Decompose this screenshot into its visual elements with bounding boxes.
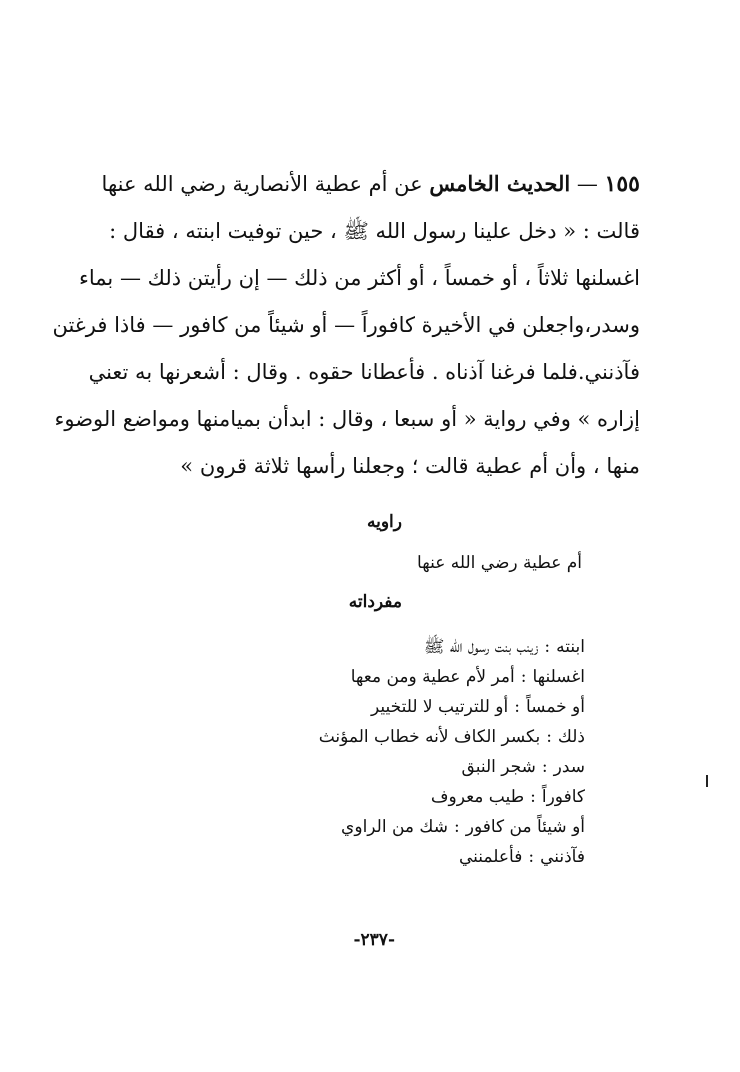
hadith-text xyxy=(52,160,640,490)
vocab-meaning: طيب معروف xyxy=(430,787,525,807)
vocab-term: أو شيئاً من كافور xyxy=(465,817,585,837)
vocabulary-list xyxy=(319,632,585,872)
hadith-line-text: عن أم عطية الأنصارية رضي الله عنها xyxy=(101,172,423,196)
vocab-meaning: أو للترتيب لا للتخيير xyxy=(370,697,509,717)
hadith-line-1 xyxy=(101,160,640,208)
vocab-meaning: شك من الراوي xyxy=(341,817,448,837)
hadith-heading: الحديث الخامس xyxy=(429,171,571,196)
vocab-meaning: زينب بنت رسول الله ﷺ xyxy=(423,637,539,657)
vocab-term: كافوراً xyxy=(541,787,585,807)
vocab-row: أو شيئاً من كافور:شك من الراوي xyxy=(341,817,585,837)
hadith-line-5: فآذنني.فلما فرغنا آذناه . فأعطانا حقوه . وقال : أشعرنها به تعني xyxy=(88,360,640,384)
vocab-meaning: بكسر الكاف لأنه خطاب المؤنث xyxy=(318,727,541,747)
page-number: -٢٣٧- xyxy=(353,930,395,950)
vocab-term: اغسلنها xyxy=(532,667,585,687)
vocab-row: سدر:شجر النبق xyxy=(461,757,585,777)
vocab-term: سدر xyxy=(553,757,585,777)
vocab-term: فآذنني xyxy=(540,847,585,867)
vocab-row: ابنته:زينب بنت رسول الله ﷺ xyxy=(423,637,585,657)
hadith-dash: — xyxy=(576,172,598,196)
vocab-row: فآذنني:فأعلمنني xyxy=(459,847,585,867)
margin-mark xyxy=(706,775,708,787)
hadith-line-3: اغسلنها ثلاثاً ، أو خمساً ، أو أكثر من ذلك — إن رأيتن ذلك — بماء xyxy=(79,266,640,290)
hadith-line-4: وسدر،واجعلن في الأخيرة كافوراً — أو شيئاً من كافور — فاذا فرغتن xyxy=(52,313,640,337)
vocab-meaning: شجر النبق xyxy=(461,757,536,777)
hadith-line-7: منها ، وأن أم عطية قالت ؛ وجعلنا رأسها ثلاثة قرون » xyxy=(180,454,640,478)
vocab-row: ذلك:بكسر الكاف لأنه خطاب المؤنث xyxy=(318,727,585,747)
vocab-meaning: أمر لأم عطية ومن معها xyxy=(350,667,515,687)
vocabulary-title: مفرداته xyxy=(348,592,402,612)
vocab-row: أو خمساً:أو للترتيب لا للتخيير xyxy=(370,697,585,717)
hadith-line-6: إزاره » وفي رواية « أو سبعا ، وقال : ابدأن بميامنها ومواضع الوضوء xyxy=(54,407,640,431)
narrator-title: راويه xyxy=(367,512,402,532)
hadith-line-2: قالت : « دخل علينا رسول الله ﷺ ، حين توفيت ابنته ، فقال : xyxy=(109,219,640,243)
narrator-text: أم عطية رضي الله عنها xyxy=(417,553,582,573)
vocab-meaning: فأعلمنني xyxy=(459,847,523,867)
vocab-row: اغسلنها:أمر لأم عطية ومن معها xyxy=(350,667,585,687)
vocab-term: ذلك xyxy=(557,727,585,747)
vocab-row: كافوراً:طيب معروف xyxy=(430,787,585,807)
hadith-number: ١٥٥ xyxy=(604,171,640,197)
vocab-term: أو خمساً xyxy=(525,697,585,717)
vocab-term: ابنته xyxy=(556,637,585,657)
